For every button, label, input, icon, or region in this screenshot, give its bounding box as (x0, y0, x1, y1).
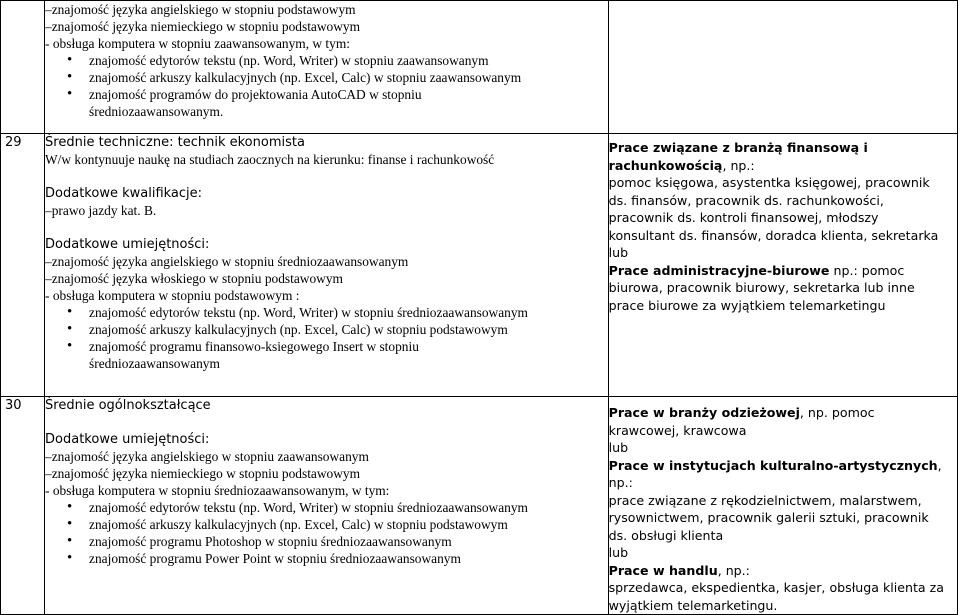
qualification-line: –znajomość języka niemieckiego w stopniu podstawowym (45, 19, 361, 34)
qualification-line: –prawo jazdy kat. B. (45, 203, 157, 218)
job-line (609, 544, 957, 562)
education-title: Średnie ogólnokształcące (45, 398, 211, 413)
job-line (609, 157, 957, 175)
job-line (609, 457, 957, 475)
job-line (609, 562, 957, 580)
job-detail: np.: (608, 475, 633, 490)
job-line (609, 597, 957, 615)
job-line (609, 422, 957, 440)
bullet-item: • znajomość programów do projektowania AutoCAD w stopniu (45, 86, 608, 103)
job-suggestions-cell (608, 397, 957, 615)
job-detail: ds. finansów, pracownik ds. rachunkowości, (608, 192, 884, 208)
job-detail: konsultant ds. finansów, doradca klienta, sekretarka (608, 227, 939, 243)
job-line (609, 227, 957, 245)
table-body (1, 1, 958, 615)
row-number-cell (1, 1, 45, 134)
row-number-cell (1, 134, 45, 397)
qualification-line: - obsługa komputera w stopniu średniozaawansowanym, w tym: (45, 483, 390, 498)
row-number: 30 (5, 398, 22, 413)
job-line (609, 209, 957, 227)
job-category: Prace związane z branżą finansową i (608, 140, 868, 155)
bullet-item: • znajomość arkuszy kalkulacyjnych (np. Excel, Calc) w stopniu zaawansowanym (45, 69, 608, 86)
job-category: rachunkowością (608, 157, 723, 173)
section-heading: Dodatkowe kwalifikacje: (45, 186, 203, 201)
job-detail: np.: pomoc (829, 262, 905, 278)
job-line (609, 579, 957, 597)
row-number: 29 (5, 135, 22, 150)
education-title: Średnie techniczne: technik ekonomista (45, 135, 305, 150)
job-detail: wyjątkiem telemarketingu. (608, 597, 778, 613)
job-detail: pomoc księgowa, asystentka księgowej, pracownik (608, 175, 930, 190)
job-line (609, 279, 957, 297)
job-detail: ds. obsługi klienta (608, 527, 724, 543)
bullet-item: • znajomość edytorów tekstu (np. Word, Writer) w stopniu średniozaawansowanym (45, 499, 608, 516)
job-detail: prace związane z rękodzielnictwem, malarstwem, (608, 492, 922, 508)
job-detail: , (937, 457, 942, 473)
bullet-item: • znajomość programu Power Point w stopniu średniozaawansowanym (45, 550, 608, 567)
job-detail: , np.: (717, 562, 750, 578)
job-line (609, 474, 957, 492)
job-detail: biurowa, pracownik biurowy, sekretarka lub inne (608, 280, 915, 295)
section-heading: Dodatkowe umiejętności: (45, 432, 210, 447)
bullet-item: • znajomość arkuszy kalkulacyjnych (np. Excel, Calc) w stopniu podstawowym (45, 516, 608, 533)
table-row (1, 397, 958, 615)
bullet-item-continuation: średniozaawansowanym (89, 356, 220, 371)
bullet-item: • znajomość programu finansowo-ksiegowego Insert w stopniu (45, 338, 608, 355)
job-line (609, 262, 957, 280)
job-detail: prace biurowe za wyjątkiem telemarketingu (608, 297, 886, 313)
qualification-line: –znajomość języka włoskiego w stopniu podstawowym (45, 271, 343, 286)
job-line (609, 439, 957, 457)
qualification-line: - obsługa komputera w stopniu podstawowym : (45, 288, 300, 303)
job-category: Prace administracyjne-biurowe (608, 262, 830, 278)
qualifications-cell (45, 134, 609, 397)
qualifications-cell (45, 397, 609, 615)
job-suggestions-cell (608, 134, 957, 397)
job-detail: pracownik ds. kontroli finansowej, młodszy (608, 210, 879, 225)
qualification-line: W/w kontynuuje naukę na studiach zaocznych na kierunku: finanse i rachunkowość (45, 152, 495, 167)
job-detail: lub (608, 440, 629, 455)
qualification-line: –znajomość języka angielskiego w stopniu średniozaawansowanym (45, 254, 409, 269)
job-line (609, 244, 957, 262)
job-line (609, 492, 957, 510)
bullet-item: • znajomość edytorów tekstu (np. Word, Writer) w stopniu średniozaawansowanym (45, 304, 608, 321)
qualification-line: –znajomość języka angielskiego w stopniu podstawowym (45, 2, 356, 17)
job-line (609, 404, 957, 422)
table-row (1, 134, 958, 397)
job-line (609, 192, 957, 210)
job-detail: krawcowej, krawcowa (608, 422, 747, 438)
bullet-item: • znajomość arkuszy kalkulacyjnych (np. Excel, Calc) w stopniu podstawowym (45, 321, 608, 338)
job-detail: sprzedawca, ekspedientka, kasjer, obsługa klienta za (608, 580, 944, 595)
bullet-item: • znajomość edytorów tekstu (np. Word, Writer) w stopniu zaawansowanym (45, 52, 608, 69)
job-category: Prace w branży odzieżowej (608, 405, 800, 420)
job-detail: , np. pomoc (799, 405, 875, 420)
job-detail: rysownictwem, pracownik galerii sztuki, pracownik (608, 510, 929, 525)
qualification-line: –znajomość języka niemieckiego w stopniu podstawowym (45, 466, 361, 481)
job-category: Prace w instytucjach kulturalno-artystycznych (608, 457, 938, 473)
spacer (45, 414, 608, 431)
qualification-line: –znajomość języka angielskiego w stopniu zaawansowanym (45, 449, 369, 464)
table-row (1, 1, 958, 134)
qualification-line: - obsługa komputera w stopniu zaawansowanym, w tym: (45, 36, 350, 51)
spacer (45, 219, 608, 236)
job-suggestions-cell (608, 1, 957, 134)
row-number-cell (1, 397, 45, 615)
job-detail: lub (608, 245, 629, 260)
job-line (609, 297, 957, 315)
section-heading: Dodatkowe umiejętności: (45, 237, 210, 252)
spacer (45, 168, 608, 185)
job-detail: , np.: (722, 157, 755, 173)
job-detail: lub (608, 545, 629, 560)
bullet-item-continuation: średniozaawansowanym. (89, 104, 224, 119)
job-line (609, 174, 957, 192)
qualifications-cell (45, 1, 609, 134)
job-line (609, 139, 957, 157)
job-category: Prace w handlu (608, 562, 718, 578)
job-line (609, 509, 957, 527)
bullet-item: • znajomość programu Photoshop w stopniu średniozaawansowanym (45, 533, 608, 550)
job-line (609, 527, 957, 545)
